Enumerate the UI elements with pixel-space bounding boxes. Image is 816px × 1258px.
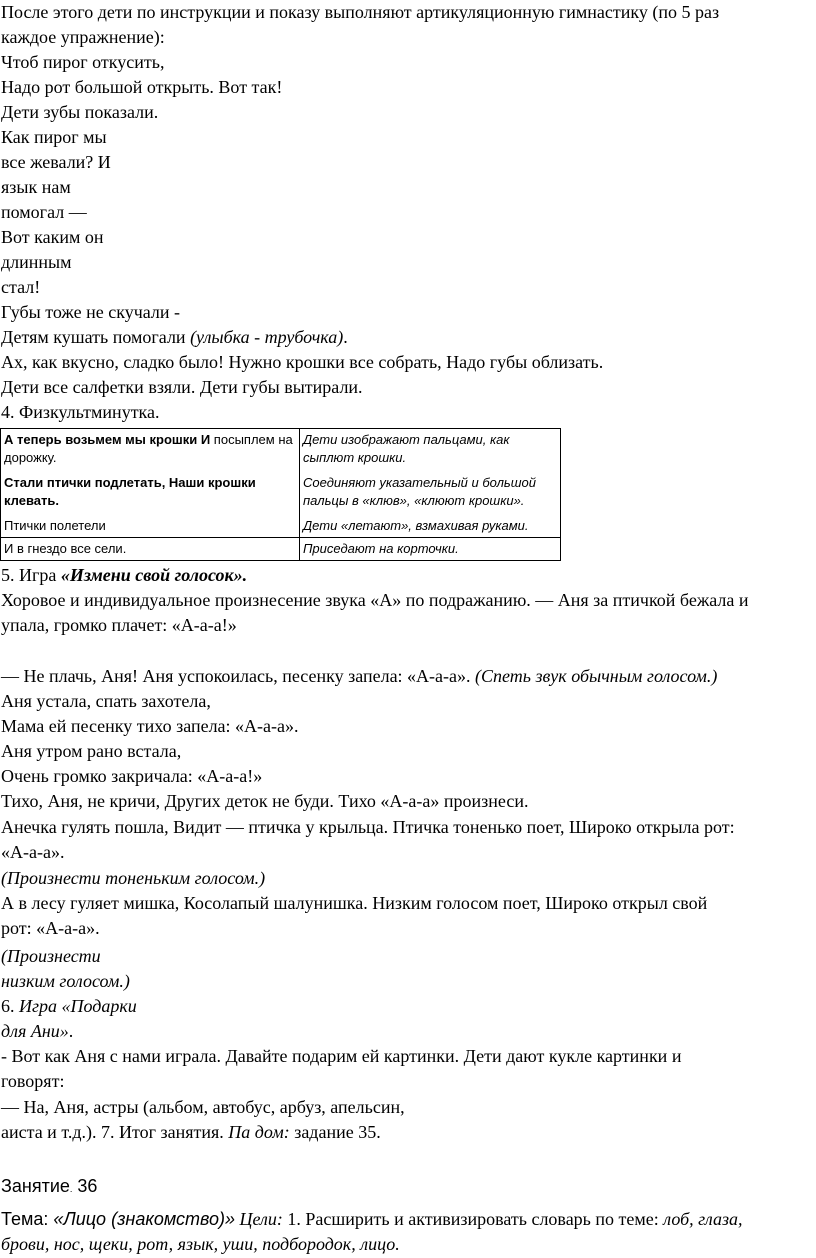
section-5-prefix: 5. Игра: [1, 565, 61, 585]
table-cell-paragraph: Дети изображают пальцами, как сыплют крошки.: [303, 432, 510, 465]
topic-words-line: брови, нос, щеки, рот, язык, уши, подбородок, лицо.: [1, 1234, 400, 1254]
poem-line: Вот каким он: [1, 227, 104, 247]
lesson-number: 36: [72, 1176, 98, 1196]
section-6-heading: [1, 994, 137, 1019]
table-cell-actions-text: [1, 429, 300, 538]
walk-note: (Произнести тоненьким голосом.): [1, 868, 266, 888]
anya-line: Аня устала, спать захотела,: [1, 691, 211, 711]
goals-label: Цели:: [235, 1209, 283, 1229]
poem-line: Дети зубы показали.: [1, 102, 159, 122]
walk-line-1: Анечка гулять пошла, Видит — птичка у крыльца. Птичка тоненько поет, Широко открыла рот:: [1, 817, 735, 837]
dontcry-line: [1, 664, 717, 689]
gifts-line-3: — На, Аня, астры (альбом, автобус, арбуз, апельсин,: [1, 1097, 405, 1117]
choir-line-2: упала, громко плачет: «А-а-а!»: [1, 615, 237, 635]
poem-line: Надо рот большой открыть. Вот так!: [1, 77, 283, 97]
poem-line: все жевали? И: [1, 152, 111, 172]
homework-text: задание 35.: [289, 1122, 381, 1142]
choir-line-1: Хоровое и индивидуальное произнесение звука «А» по подражанию. — Аня за птичкой бежала и: [1, 590, 749, 610]
homework-label: Па дом:: [228, 1122, 290, 1142]
table-cell: И в гнездо все сели.: [1, 538, 300, 561]
poem-line: стал!: [1, 277, 41, 297]
intro-line-1: После этого дети по инструкции и показу выполняют артикуляционную гимнастику (по 5 раз: [1, 2, 720, 22]
anya-line: Очень громко закричала: «А-а-а!»: [1, 766, 263, 786]
table-cell-paragraph: Птички полетели: [4, 518, 106, 533]
gifts-line-1: - Вот как Аня с нами играла. Давайте подарим ей картинки. Дети дают кукле картинки и: [1, 1046, 682, 1066]
table-cell: Приседают на корточки.: [300, 538, 561, 561]
goal-words: лоб, глаза,: [663, 1209, 743, 1229]
tasty-line: Ах, как вкусно, сладко было! Нужно крошки все собрать, Надо губы облизать.: [1, 352, 604, 372]
section-5-heading: [1, 563, 247, 588]
section-6-number: 6.: [1, 996, 19, 1016]
section-4-heading: 4. Физкультминутка.: [1, 402, 160, 422]
gifts-line-2: говорят:: [1, 1071, 65, 1091]
anya-line: Мама ей песенку тихо запела: «А-а-а».: [1, 716, 299, 736]
smile-line: [1, 325, 348, 350]
smile-text: Детям кушать помогали: [1, 327, 191, 347]
gifts-line-4: [1, 1120, 381, 1145]
lesson-dot: .: [69, 1184, 73, 1194]
poem-line: Как пирог мы: [1, 127, 107, 147]
lesson-label: Занятие: [1, 1176, 70, 1196]
topic-line: [1, 1207, 743, 1232]
fizminutka-table: [0, 428, 561, 561]
smile-note: (улыбка - трубочка): [190, 327, 344, 347]
walk-line-2: «А-а-а».: [1, 842, 65, 862]
smile-end: .: [343, 327, 348, 347]
bear-note-2: низким голосом.): [1, 971, 130, 991]
section-6-title-cont: [1, 1019, 73, 1044]
table-cell-actions-description: [300, 429, 561, 538]
poem-line: язык нам: [1, 177, 71, 197]
bear-note-1: (Произнести: [1, 946, 101, 966]
section-6-end: .: [68, 1021, 74, 1041]
section-6-title-2: для Ани»: [1, 1021, 69, 1041]
poem-line: помогал —: [1, 202, 87, 222]
table-row: [1, 538, 561, 561]
dontcry-text: — Не плачь, Аня! Аня успокоилась, песенку запела: «А-а-а».: [1, 666, 476, 686]
table-cell-paragraph: [4, 431, 296, 467]
napkins-line: Дети все салфетки взяли. Дети губы вытирали.: [1, 377, 363, 397]
bear-line-2: рот: «А-а-а».: [1, 918, 100, 938]
table-cell-paragraph: Дети «летают», взмахивая руками.: [303, 518, 529, 533]
intro-line-2: каждое упражнение):: [1, 27, 165, 47]
goal-text: 1. Расширить и активизировать словарь по теме:: [282, 1209, 664, 1229]
table-cell-paragraph: Стали птички подлетать, Наши крошки клевать.: [4, 475, 256, 508]
topic-title: «Лицо (знакомство)»: [53, 1209, 236, 1229]
table-row: [1, 429, 561, 538]
dontcry-note: (Спеть звук обычным голосом.): [475, 666, 718, 686]
anya-line: Тихо, Аня, не кричи, Других деток не буди. Тихо «А-а-а» произнеси.: [1, 791, 529, 811]
bold-text: А теперь возьмем мы крошки И: [4, 432, 214, 447]
poem-line: длинным: [1, 252, 72, 272]
section-5-title: «Измени свой голосок».: [60, 565, 248, 585]
lesson-heading: [1, 1174, 97, 1202]
plain-text: посыплем на дорожку.: [4, 432, 293, 465]
table-cell-paragraph: Соединяют указательный и большой пальцы в «клюв», «клюют крошки».: [303, 475, 537, 508]
anya-line: Аня утром рано встала,: [1, 741, 182, 761]
poem-line: Чтоб пирог откусить,: [1, 52, 165, 72]
topic-label: Тема: [1, 1209, 44, 1229]
poem-line: Губы тоже не скучали -: [1, 302, 181, 322]
gifts-text: аиста и т.д.). 7. Итог занятия.: [1, 1122, 229, 1142]
section-6-title: Игра «Подарки: [19, 996, 137, 1016]
topic-colon: :: [43, 1209, 54, 1229]
bear-line-1: А в лесу гуляет мишка, Косолапый шалунишка. Низким голосом поет, Широко открыл свой: [1, 893, 708, 913]
